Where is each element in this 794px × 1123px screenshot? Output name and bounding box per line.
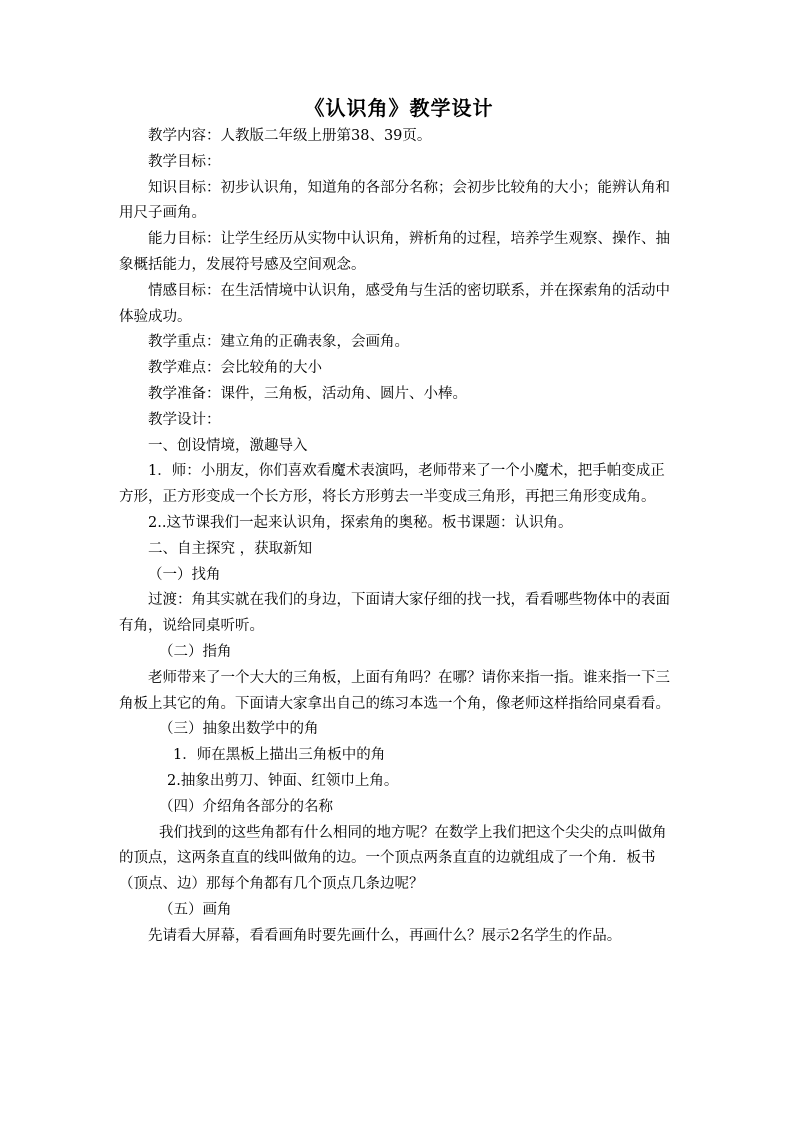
paragraph-ability-goal: 能力目标：让学生经历从实物中认识角，辨析角的过程，培养学生观察、操作、抽象概括能力，发展符号感及空间观念。 (119, 231, 670, 273)
paragraph-lesson-topic: 2..这节课我们一起来认识角，探索角的奥秘。板书课题：认识角。 (148, 514, 573, 531)
paragraph-teaching-goals-heading: 教学目标： (148, 153, 221, 170)
document-title: 《认识角》教学设计 (304, 96, 494, 120)
subsection-angle-parts: （四）介绍角各部分的名称 (159, 798, 333, 815)
paragraph-magic-intro: 1．师：小朋友，你们喜欢看魔术表演吗，老师带来了一个小魔术，把手帕变成正方形，正方形变成一个长方形，将长方形剪去一半变成三角形，再把三角形变成角。 (119, 463, 665, 506)
paragraph-knowledge-goal: 知识目标：初步认识角，知道角的各部分名称；会初步比较角的大小；能辨认角和用尺子画角。 (119, 179, 670, 222)
paragraph-difficulty: 教学难点：会比较角的大小 (148, 360, 322, 377)
subsection-point-angle: （二）指角 (159, 643, 232, 660)
subsection-abstract-angle: （三）抽象出数学中的角 (159, 721, 319, 738)
subsection-find-angle: （一）找角 (148, 566, 221, 583)
paragraph-teaching-content: 教学内容：人教版二年级上册第38、39页。 (148, 128, 432, 144)
paragraph-emotion-goal: 情感目标：在生活情境中认识角，感受角与生活的密切联系，并在探索角的活动中体验成功。 (119, 282, 670, 325)
section-heading-1: 一、创设情境，激趣导入 (148, 437, 308, 454)
list-item-trace-angle: 1．师在黑板上描出三角板中的角 (173, 747, 386, 764)
section-heading-2: 二、自主探究 ，获取新知 (148, 540, 313, 557)
paragraph-transition: 过渡：角其实就在我们的身边，下面请大家仔细的找一找，看看哪些物体中的表面有角，说给同桌听听。 (119, 592, 670, 635)
paragraph-vertex-sides: 我们找到的这些角都有什么相同的地方呢？在数学上我们把这个尖尖的点叫做角的顶点，这两条直直的线叫做角的边。一个顶点两条直直的边就组成了一个角．板书（顶点、边）那每个角都有几个顶点几条边呢？ (119, 824, 667, 893)
subsection-draw-angle: （五）画角 (159, 901, 232, 918)
document-page (119, 92, 679, 950)
paragraph-triangle-ruler: 老师带来了一个大大的三角板，上面有角吗？在哪？请你来指一指。谁来指一下三角板上其它的角。下面请大家拿出自己的练习本选一个角，像老师这样指给同桌看看。 (119, 669, 670, 712)
paragraph-key-point: 教学重点：建立角的正确表象，会画角。 (148, 334, 409, 351)
paragraph-draw-instructions: 先请看大屏幕，看看画角时要先画什么，再画什么？展示2名学生的作品。 (148, 927, 622, 944)
paragraph-design-heading: 教学设计： (148, 411, 221, 428)
paragraph-preparation: 教学准备：课件，三角板，活动角、圆片、小棒。 (148, 385, 467, 402)
list-item-abstract-objects: 2.抽象出剪刀、钟面、红领巾上角。 (167, 772, 399, 789)
